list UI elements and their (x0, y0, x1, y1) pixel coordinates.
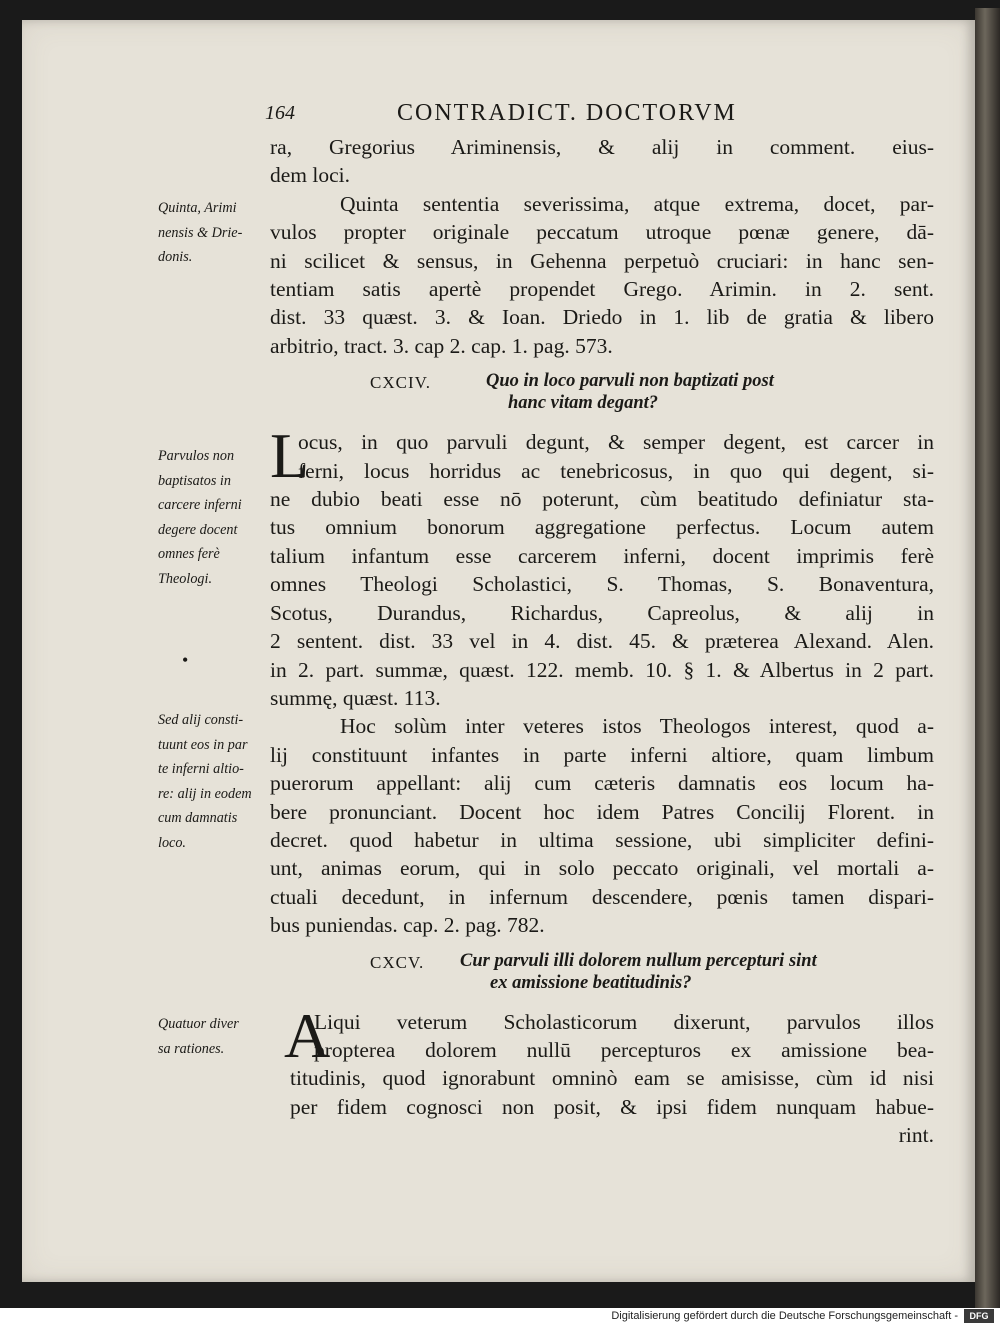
text-line: rint. (898, 1123, 934, 1148)
text-line: tentiam satis apertè propendet Grego. Arimin. in 2. sent. (270, 277, 934, 302)
text-line: Quinta sententia severissima, atque extrema, docet, par- (340, 191, 934, 216)
running-head: CONTRADICT. DOCTORVM (397, 100, 737, 126)
marginal-note-quatuor: Quatuor diver sa rationes. (158, 1016, 239, 1057)
margin-dot: • (182, 650, 189, 670)
text-line: ocus, in quo parvuli degunt, & semper degent, est carcer in (298, 430, 934, 455)
section-2-body (270, 999, 934, 1150)
page-number: 164 (265, 102, 295, 124)
book-spine-edge (975, 8, 1000, 1308)
text-line: summę, quæst. 113. (270, 685, 441, 710)
drop-cap: L (270, 420, 310, 492)
section-title: Quo in loco parvuli non baptizati post hanc vitam degant? (486, 371, 774, 414)
text-line: tus omnium bonorum aggregatione perfectus. Locum autem (270, 515, 934, 540)
drop-cap: A (284, 999, 331, 1071)
text-line: bus puniendas. cap. 2. pag. 782. (270, 913, 545, 938)
text-line: dem loci. (270, 163, 351, 188)
text-line: bere pronunciant. Docent hoc idem Patres Concilij Florent. in (270, 799, 934, 824)
funding-note: Digitalisierung gefördert durch die Deutsche Forschungsgemeinschaft - (611, 1310, 958, 1322)
marginal-note-parvulos: Parvulos non baptisatos in carcere inferni degere docent omnes ferè Theologi. (158, 448, 242, 587)
main-text (270, 133, 934, 1150)
text-line: omnes Theologi Scholastici, S. Thomas, S. Bonaventura, (270, 572, 934, 597)
text-line: ni scilicet & sensus, in Gehenna perpetuò cruciari: in hanc sen- (270, 248, 934, 273)
text-line: ra, Gregorius Ariminensis, & alij in comment. eius- (270, 135, 934, 159)
section-heading-cxciv (270, 368, 934, 424)
marginal-note-sed-alij: Sed alij consti- tuunt eos in par te inferni altio- re: alij in eodem cum damnatis loco. (158, 712, 252, 851)
text-line: ctuali decedunt, in infernum descendere, pœnis tamen dispari- (270, 884, 934, 909)
text-line: dist. 33 quæst. 3. & Ioan. Driedo in 1. lib de gratia & libero (270, 305, 934, 330)
section-1-body (270, 420, 934, 939)
text-line: puerorum appellant: alij cum cæteris damnatis eos locum ha- (270, 771, 934, 796)
text-line: Scotus, Durandus, Richardus, Capreolus, & alij in (270, 600, 934, 625)
text-line: decret. quod habetur in ultima sessione, ubi simpliciter defini- (270, 827, 934, 852)
text-line: talium infantum esse carcerem inferni, docent imprimis ferè (270, 543, 934, 568)
dfg-logo: DFG (964, 1309, 994, 1323)
section-numeral: CXCV. (370, 952, 425, 972)
marginal-note-quinta: Quinta, Arimi nensis & Drie- donis. (158, 200, 243, 266)
text-line: unt, animas eorum, qui in solo peccato originali, vel mortali a- (270, 856, 934, 881)
text-line: ferni, locus horridus ac tenebricosus, in quo qui degent, si- (298, 458, 934, 483)
text-line: in 2. part. summæ, quæst. 122. memb. 10. § 1. & Albertus in 2 part. (270, 657, 934, 682)
text-line: Liqui veterum Scholasticorum dixerunt, parvulos illos (314, 1009, 934, 1034)
section-title: Cur parvuli illi dolorem nullum percepturi sint ex amissione beatitudinis? (460, 950, 817, 993)
section-heading-cxcv (270, 948, 934, 1004)
text-line: vulos propter originale peccatum utroque pœnæ genere, dā- (270, 220, 934, 245)
text-line: lij constituunt infantes in parte inferni altiore, quam limbum (270, 742, 934, 767)
text-line: 2 sentent. dist. 33 vel in 4. dist. 45. & præterea Alexand. Alen. (270, 629, 934, 654)
text-line: arbitrio, tract. 3. cap 2. cap. 1. pag. 573. (270, 333, 613, 358)
text-line: per fidem cognosci non posit, & ipsi fidem nunquam habue- (290, 1094, 934, 1119)
section-numeral: CXCIV. (370, 373, 431, 393)
text-line: propterea dolorem nullū percepturos ex amissione bea- (314, 1037, 934, 1062)
page-header (265, 100, 945, 134)
text-line: titudinis, quod ignorabunt omninò eam se amisisse, cùm id nisi (290, 1066, 934, 1091)
text-line: Hoc solùm inter veteres istos Theologos interest, quod a- (340, 714, 934, 739)
text-line: ne dubio beati esse nō poterunt, cùm beatitudo definiatur sta- (270, 487, 934, 512)
